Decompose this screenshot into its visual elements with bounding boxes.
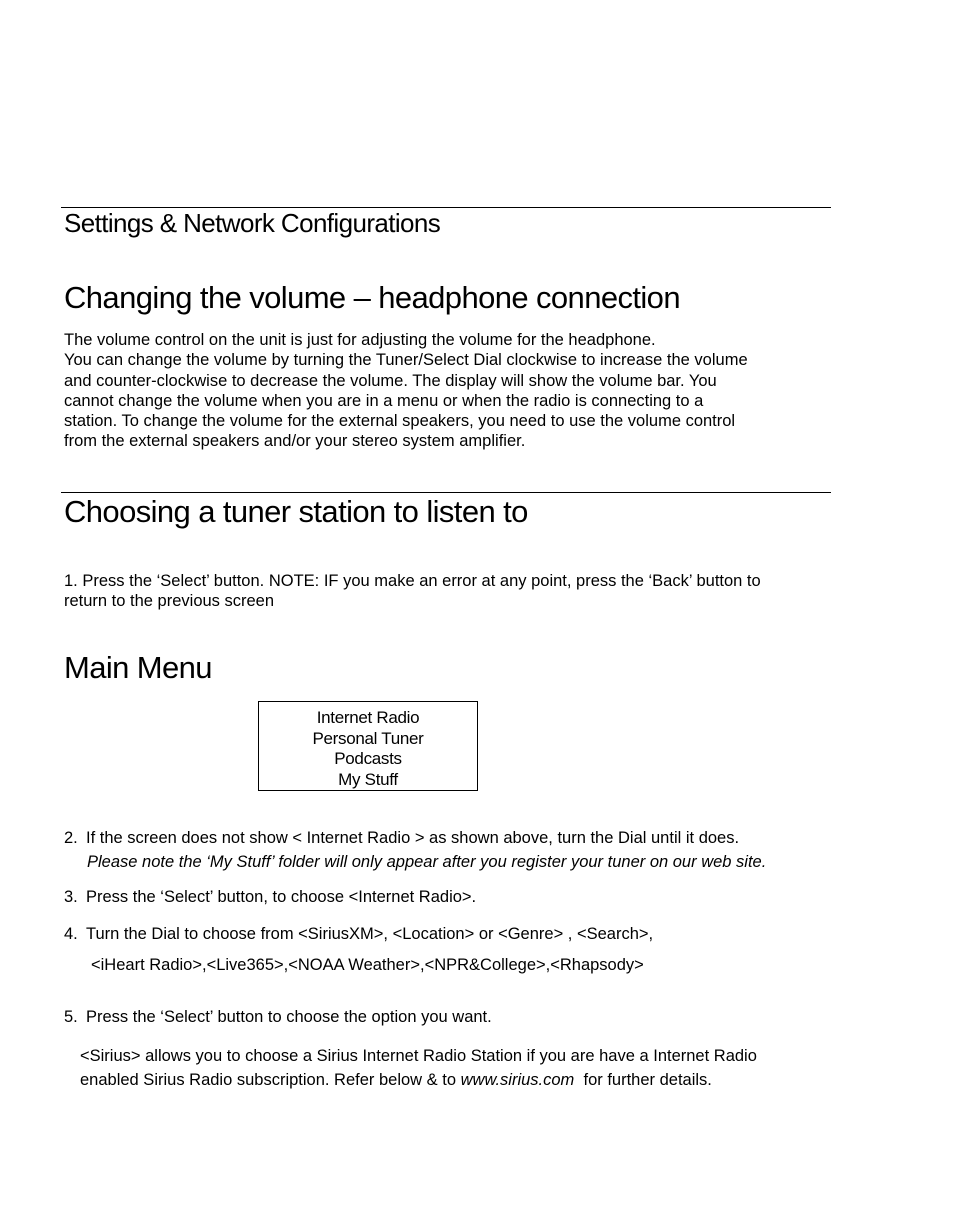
step5-text: Press the ‘Select’ button to choose the option you want. [86, 1008, 492, 1026]
sirius-line [80, 1068, 757, 1092]
step3-text: Press the ‘Select’ button, to choose <Internet Radio>. [86, 888, 477, 906]
volume-line: The volume control on the unit is just for adjusting the volume for the headphone. [64, 331, 656, 349]
step4-continuation: <iHeart Radio>,<Live365>,<NOAA Weather>,<NPR&College>,<Rhapsody> [91, 956, 644, 974]
step2-text: If the screen does not show < Internet Radio > as shown above, turn the Dial until it does. [86, 829, 740, 847]
menu-item-personal-tuner: Personal Tuner [312, 728, 424, 748]
volume-line: from the external speakers and/or your stereo system amplifier. [64, 432, 526, 451]
section-divider-tuner [61, 492, 831, 493]
step5-number: 5. [64, 1008, 78, 1026]
tuner-heading: Choosing a tuner station to listen to [64, 494, 528, 529]
sirius-text-end: for further details. [574, 1071, 712, 1089]
step1-paragraph [64, 571, 761, 612]
menu-item-internet-radio: Internet Radio [316, 708, 420, 727]
volume-line: cannot change the volume when you are in a menu or when the radio is connecting to a [64, 391, 704, 410]
sirius-text: enabled Sirius Radio subscription. Refer below & to [80, 1071, 461, 1089]
volume-heading: Changing the volume – headphone connection [64, 280, 680, 315]
sirius-link[interactable]: www.sirius.com [460, 1071, 575, 1089]
step2-number: 2. [64, 829, 78, 847]
menu-item-podcasts: Podcasts [334, 749, 402, 768]
menu-item-my-stuff: My Stuff [338, 769, 398, 789]
main-menu-heading: Main Menu [64, 650, 212, 685]
main-menu-display [258, 701, 478, 791]
volume-paragraph [64, 330, 748, 452]
volume-line: station. To change the volume for the external speakers, you need to use the volume control [64, 412, 736, 431]
step4-number: 4. [64, 925, 78, 943]
step2-note: Please note the ‘My Stuff’ folder will only appear after you register your tuner on our web site. [87, 853, 767, 871]
sirius-paragraph [80, 1044, 757, 1092]
step1-line: return to the previous screen [64, 592, 275, 611]
sirius-line: <Sirius> allows you to choose a Sirius Internet Radio Station if you are have a Internet Radio [80, 1047, 757, 1065]
settings-heading: Settings & Network Configurations [64, 208, 441, 238]
step1-line: 1. Press the ‘Select’ button. NOTE: IF you make an error at any point, press the ‘Back’ button to [64, 572, 761, 590]
volume-line: and counter-clockwise to decrease the volume. The display will show the volume bar. You [64, 371, 717, 390]
step3-number: 3. [64, 888, 78, 906]
volume-line: You can change the volume by turning the Tuner/Select Dial clockwise to increase the volume [64, 351, 748, 370]
step4-text: Turn the Dial to choose from <SiriusXM>, <Location> or <Genre> , <Search>, [86, 925, 654, 943]
